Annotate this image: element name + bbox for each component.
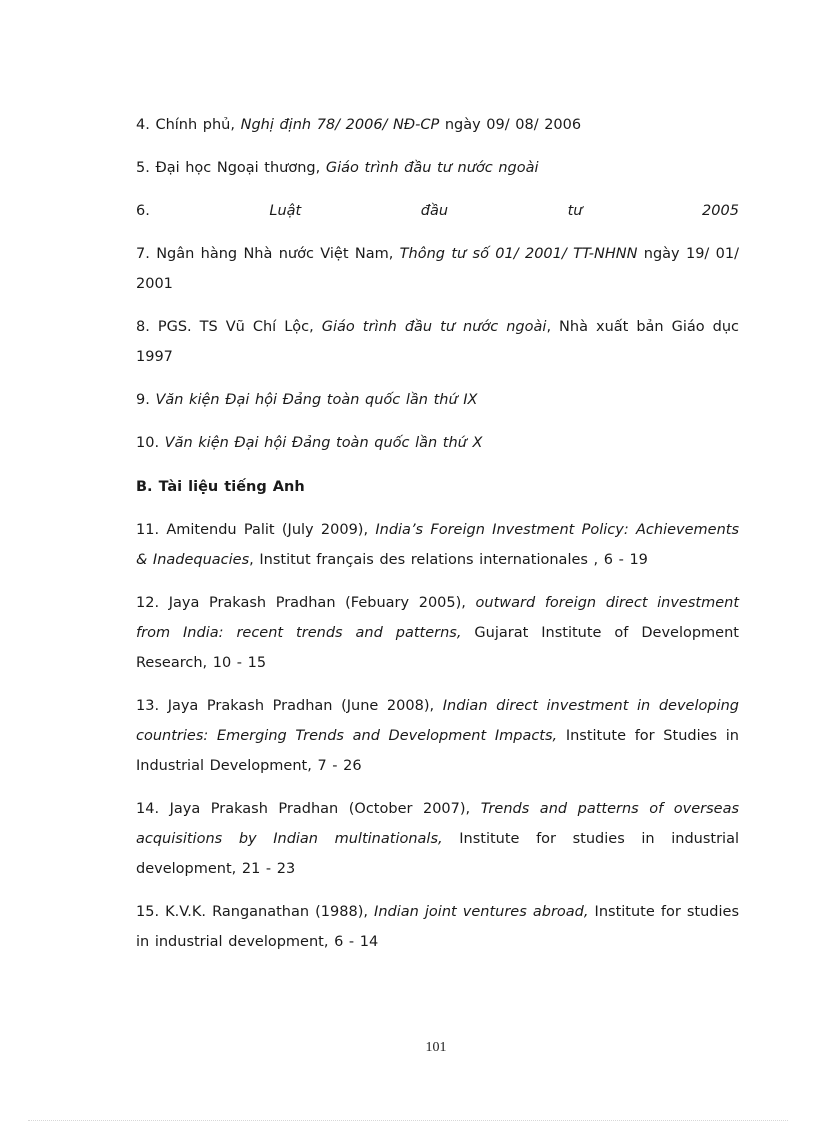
reference-4: 4. Chính phủ, Nghị định 78/ 2006/ NĐ-CP ngày 09/ 08/ 2006 [136, 117, 582, 133]
reference-9: 9. Văn kiện Đại hội Đảng toàn quốc lần thứ IX [136, 392, 478, 408]
reference-10: 10. Văn kiện Đại hội Đảng toàn quốc lần thứ X [136, 435, 483, 451]
reference-5: 5. Đại học Ngoại thương, Giáo trình đầu tư nước ngoài [136, 160, 539, 176]
page-bottom-divider [28, 1120, 788, 1121]
reference-13: 13. Jaya Prakash Pradhan (June 2008), Indian direct investment in developing countries: Emerging Trends and Development Impacts, Institute for Studies in Industrial Development, 7 - 26 [136, 698, 740, 774]
reference-15: 15. K.V.K. Ranganathan (1988), Indian joint ventures abroad, Institute for studies in industrial development, 6 - 14 [136, 904, 740, 950]
reference-8: 8. PGS. TS Vũ Chí Lộc, Giáo trình đầu tư nước ngoài, Nhà xuất bản Giáo dục 1997 [136, 319, 740, 365]
page-number: 101 [425, 1040, 447, 1055]
section-heading: B. Tài liệu tiếng Anh [136, 479, 305, 495]
reference-7: 7. Ngân hàng Nhà nước Việt Nam, Thông tư số 01/ 2001/ TT-NHNN ngày 19/ 01/ 2001 [136, 246, 739, 292]
reference-6: 6. Luật đầu tư 2005 [136, 203, 739, 219]
reference-14: 14. Jaya Prakash Pradhan (October 2007), Trends and patterns of overseas acquisitions by Indian multinationals, Institute for studies in industrial development, 21 - 23 [136, 801, 740, 877]
reference-12: 12. Jaya Prakash Pradhan (Febuary 2005), outward foreign direct investment from India: recent trends and patterns, Gujarat Institute of Development Research, 10 - 15 [136, 595, 740, 671]
reference-11: 11. Amitendu Palit (July 2009), India’s Foreign Investment Policy: Achievements & Inadequacies, Institut français des relations internationales , 6 - 19 [136, 522, 739, 568]
